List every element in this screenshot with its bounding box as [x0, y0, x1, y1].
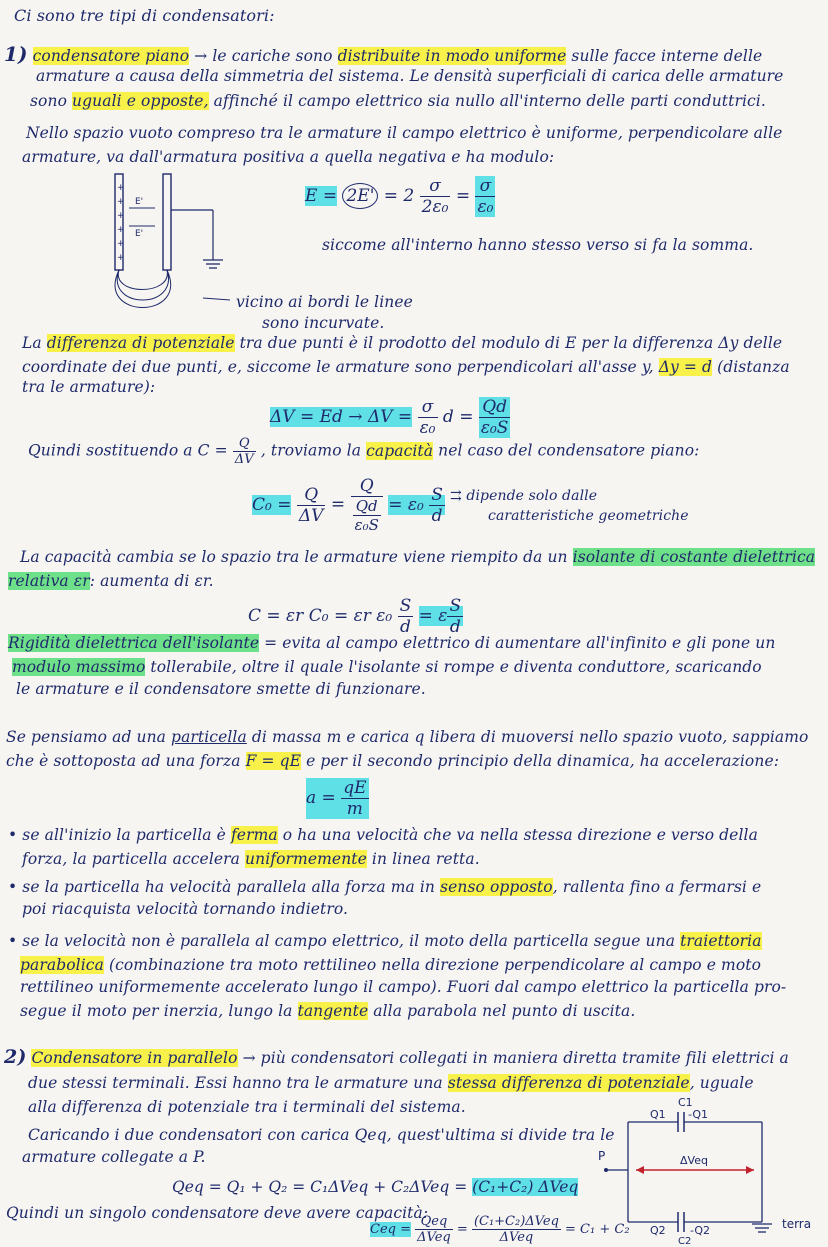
label-minus-q1: -Q1	[688, 1108, 709, 1121]
text: , troviamo la	[260, 441, 362, 460]
denominator: m	[346, 799, 363, 819]
denominator: d	[399, 617, 411, 637]
fraction	[341, 778, 368, 819]
denominator: d	[449, 617, 461, 637]
bullet-2-line-2	[22, 900, 348, 918]
highlight-text: ferma	[230, 826, 278, 844]
svg-text:+: +	[117, 239, 125, 249]
formula-part: E =	[305, 186, 338, 206]
svg-text:+: +	[117, 253, 125, 263]
text: di massa m e carica q libera di muoversi nello spazio vuoto, sappiamo	[251, 728, 809, 746]
formula-c	[248, 596, 463, 637]
s1-line-rig3	[16, 680, 426, 698]
numerator: S	[449, 596, 462, 616]
underlined-text: particella	[171, 728, 247, 746]
text: alla parabola nel punto di uscita.	[373, 1002, 636, 1020]
denominator: ΔV	[298, 505, 324, 526]
text: alla differenza di potenziale tra i terminali del sistema.	[28, 1098, 466, 1116]
highlight-text: capacità	[366, 441, 434, 460]
text: , rallenta fino a fermarsi e	[552, 878, 762, 896]
svg-text:+: +	[117, 225, 125, 235]
text: siccome all'interno hanno stesso verso si fa la somma.	[322, 236, 754, 254]
denominator: ε₀S	[354, 516, 379, 534]
bullet-3-line-1	[8, 932, 762, 950]
text: armature, va dall'armatura positiva a quella negativa e ha modulo:	[22, 148, 555, 166]
fraction	[233, 436, 256, 467]
intro-line	[14, 6, 275, 25]
formula-v	[270, 397, 510, 438]
text: Caricando i due condensatori con carica Qeq, quest'ultima si divide tra le	[28, 1126, 615, 1144]
highlight-text: Rigidità dielettrica dell'isolante	[8, 634, 260, 652]
s1-line-d2	[22, 358, 790, 376]
text: (combinazione tra moto rettilineo nella direzione perpendicolare al campo e moto	[108, 956, 762, 974]
bullet-3-line-4	[20, 1002, 635, 1020]
text: caratteristiche geometriche	[488, 508, 689, 524]
highlight-text: Δy = d	[658, 358, 713, 376]
text: vicino ai bordi le linee	[236, 293, 413, 311]
s1-line-rig2	[12, 658, 762, 676]
highlight-text: uguali e opposte,	[72, 92, 209, 110]
bullet-1-line-2	[22, 850, 480, 868]
note-e	[322, 236, 753, 254]
fraction	[475, 176, 495, 217]
s2-line-5	[22, 1148, 206, 1166]
text: sono incurvate.	[262, 314, 385, 332]
bullet-2-line-1	[8, 878, 761, 896]
formula-part: = ε₀	[388, 494, 424, 515]
formula-part: = ε	[418, 606, 448, 626]
numerator: σ	[420, 176, 451, 197]
s2-line-3	[28, 1098, 466, 1116]
formula-part: 2E'	[342, 183, 378, 209]
label-q2: Q2	[650, 1224, 666, 1237]
text: in linea retta.	[371, 850, 480, 868]
text: e per il secondo principio della dinamica, ha accelerazione:	[306, 752, 780, 770]
highlight-text: distribuite in modo uniforme	[337, 47, 567, 65]
text: due stessi terminali. Essi hanno tra le armature una	[28, 1074, 443, 1092]
text: affinché il campo elettrico sia nullo all'interno delle parti conduttrici.	[213, 92, 766, 110]
s1-line-1	[4, 42, 762, 66]
numerator: (C₁+C₂)ΔVeq	[473, 1214, 559, 1229]
label-terra: terra	[782, 1217, 812, 1231]
s1-line-4	[26, 124, 782, 142]
text: tra due punti è il prodotto del modulo di E per la differenza Δy delle	[239, 334, 783, 352]
label-p: P	[598, 1149, 606, 1163]
intro-text: Ci sono tre tipi di condensatori:	[14, 6, 275, 25]
highlight-text: relativa εr	[8, 572, 90, 590]
text: armature collegate a P.	[22, 1148, 206, 1166]
text: La	[22, 334, 42, 352]
numerator: Q	[351, 476, 383, 497]
label-c1: C1	[678, 1096, 693, 1109]
formula-a	[306, 778, 369, 819]
fraction	[351, 476, 383, 534]
formula-part: =	[456, 1222, 468, 1237]
text: • se la particella ha velocità parallela alla forza ma in	[8, 878, 436, 896]
label-minus-q2: -Q2	[690, 1224, 711, 1237]
text: • se la velocità non è parallela al campo elettrico, il moto della particella segue una	[8, 932, 676, 950]
s1-line-d3	[22, 378, 155, 396]
svg-text:+: +	[117, 211, 125, 221]
label-delta-veq: ΔVeq	[680, 1154, 708, 1167]
text: Nello spazio vuoto compreso tra le armature il campo elettrico è uniforme, perpendicolare alle	[26, 124, 783, 142]
text: Quindi un singolo condensatore deve avere capacità:	[6, 1204, 429, 1222]
fraction	[479, 397, 511, 438]
fraction	[472, 1214, 561, 1245]
formula-part: (C₁+C₂) ΔVeq	[472, 1178, 579, 1196]
denominator: ε₀	[419, 418, 436, 438]
text: le armature e il condensatore smette di funzionare.	[16, 680, 426, 698]
s1-line-rig1	[8, 634, 775, 652]
fraction	[297, 485, 326, 526]
s1-line-c1	[28, 436, 699, 467]
denominator: ε₀S	[480, 418, 509, 438]
text: sono	[30, 92, 68, 110]
s1-line-r2	[8, 572, 214, 590]
note-dep-2	[488, 508, 689, 524]
text: sulle facce interne delle	[571, 47, 763, 65]
numerator: S	[399, 596, 412, 616]
numerator: Q	[233, 436, 256, 452]
s1-line-r1	[20, 548, 815, 566]
s2-line-2	[28, 1074, 754, 1092]
s1-line-3	[30, 92, 766, 110]
formula-part: Qeq = Q₁ + Q₂ = C₁ΔVeq + C₂ΔVeq =	[172, 1178, 468, 1196]
text: armature a causa della simmetria del sistema. Le densità superficiali di carica delle armature	[36, 67, 784, 85]
bullet-1-line-1	[8, 826, 758, 844]
text: tra le armature):	[22, 378, 156, 396]
highlight-text: traiettoria	[680, 932, 762, 950]
numerator: Q	[297, 485, 326, 506]
numerator: σ	[418, 397, 438, 418]
s2-line-1	[4, 1046, 789, 1068]
numerator: S	[431, 484, 443, 505]
numerator: qE	[343, 778, 367, 798]
highlight-text: senso opposto	[440, 878, 553, 896]
numerator: Qd	[353, 497, 381, 516]
fraction	[398, 596, 414, 637]
formula-part: C = εr C₀ = εr ε₀	[248, 606, 393, 626]
numerator: σ	[475, 176, 495, 197]
highlight-text: parabolica	[20, 956, 104, 974]
text: La capacità cambia se lo spazio tra le armature viene riempito da un	[20, 548, 568, 566]
formula-ceq	[370, 1214, 630, 1245]
s2-line-6	[6, 1204, 428, 1222]
formula-part: ΔV = Ed → ΔV =	[270, 407, 413, 427]
text: rettilineo uniformemente accelerato lungo il campo). Fuori dal campo elettrico la particella pro-	[20, 978, 787, 996]
text: o ha una velocità che va nella stessa direzione e verso della	[282, 826, 758, 844]
text: → le cariche sono	[194, 47, 333, 65]
parallel-circuit-diagram	[592, 1094, 826, 1244]
highlight-text: modulo massimo	[12, 658, 146, 676]
highlight-text: uniformemente	[245, 850, 367, 868]
text: → più condensatori collegati in maniera diretta tramite fili elettrici a	[242, 1049, 789, 1067]
text: poi riacquista velocità tornando indietro.	[22, 900, 349, 918]
denominator: ε₀	[477, 197, 494, 217]
text: = evita al campo elettrico di aumentare all'infinito e gli pone un	[264, 634, 776, 652]
text: , uguale	[689, 1074, 754, 1092]
text: (distanza	[717, 358, 790, 376]
denominator: d	[431, 505, 443, 526]
label-q1: Q1	[650, 1108, 666, 1121]
fraction	[429, 485, 445, 526]
fraction	[415, 1214, 453, 1245]
diagram-note-2	[262, 314, 384, 332]
bullet-3-line-2	[20, 956, 761, 974]
label-c2: C2	[678, 1236, 692, 1244]
highlight-text: stessa differenza di potenziale	[447, 1074, 690, 1092]
highlight-text: F = qE	[245, 752, 302, 770]
fraction	[447, 596, 463, 637]
formula-part: a =	[306, 788, 336, 808]
s2-line-4	[28, 1126, 615, 1144]
numerator: Qd	[479, 397, 511, 418]
text: : aumenta di εr.	[89, 572, 214, 590]
formula-part: = C₁ + C₂	[565, 1222, 630, 1237]
numerator: Qeq	[415, 1214, 453, 1230]
formula-qeq	[172, 1178, 578, 1196]
s1-line-d1	[22, 334, 782, 352]
text: tollerabile, oltre il quale l'isolante si rompe e diventa conduttore, scaricando	[150, 658, 762, 676]
highlight-text: differenza di potenziale	[46, 334, 235, 352]
denominator: ΔVeq	[417, 1230, 451, 1245]
formula-part: = 2	[383, 186, 415, 206]
s1-line-2	[36, 67, 783, 85]
text: • se all'inizio la particella è	[8, 826, 226, 844]
section-title: condensatore piano	[32, 47, 190, 65]
fraction	[418, 397, 438, 438]
diagram-label-e-prime: E'	[135, 229, 144, 239]
fraction	[353, 497, 381, 534]
formula-part: =	[330, 494, 346, 515]
formula-result	[418, 596, 463, 637]
highlight-text: tangente	[297, 1002, 369, 1020]
plate-capacitor-diagram	[95, 170, 245, 320]
formula-e: E = 2E' = 2 $\frac{\sigma}{\text{2ε₀}}$ = $\frac{\sigma}{\text{ε₀}}$	[305, 176, 494, 217]
section-number: 2)	[4, 1046, 27, 1068]
denominator: ΔVeq	[499, 1230, 534, 1245]
text: Quindi sostituendo a C =	[28, 441, 228, 460]
s1-line-5	[22, 148, 554, 166]
s1-line-p2	[6, 752, 779, 770]
highlight-text: isolante di costante dielettrica	[572, 548, 816, 566]
text: nel caso del condensatore piano:	[438, 441, 700, 460]
formula-result	[388, 484, 445, 526]
note-dep-1: ⇉ dipende solo dalle	[450, 488, 598, 504]
svg-text:+: +	[117, 183, 125, 193]
denominator: ΔV	[234, 452, 254, 467]
fraction	[420, 176, 451, 217]
section-title: Condensatore in parallelo	[31, 1049, 238, 1067]
text: coordinate dei due punti, e, siccome le armature sono perpendicolari all'asse y,	[22, 358, 654, 376]
denominator: 2ε₀	[421, 197, 449, 217]
text: che è sottoposta ad una forza	[6, 752, 241, 770]
formula-c0	[252, 476, 445, 534]
text: forza, la particella accelera	[22, 850, 241, 868]
diagram-note-1	[236, 293, 413, 311]
section-number: 1)	[4, 42, 28, 66]
formula-part: C₀ =	[252, 494, 292, 515]
bullet-3-line-3	[20, 978, 786, 996]
text: Se pensiamo ad una	[6, 728, 167, 746]
s1-line-p1	[6, 728, 808, 746]
diagram-label-e-prime: E'	[135, 197, 144, 207]
formula-part: Ceq =	[370, 1222, 411, 1237]
text: segue il moto per inerzia, lungo la	[20, 1002, 293, 1020]
denominator	[351, 497, 383, 534]
formula-part: d =	[442, 407, 474, 427]
svg-text:+: +	[117, 197, 125, 207]
text: dipende solo dalle	[466, 488, 598, 504]
